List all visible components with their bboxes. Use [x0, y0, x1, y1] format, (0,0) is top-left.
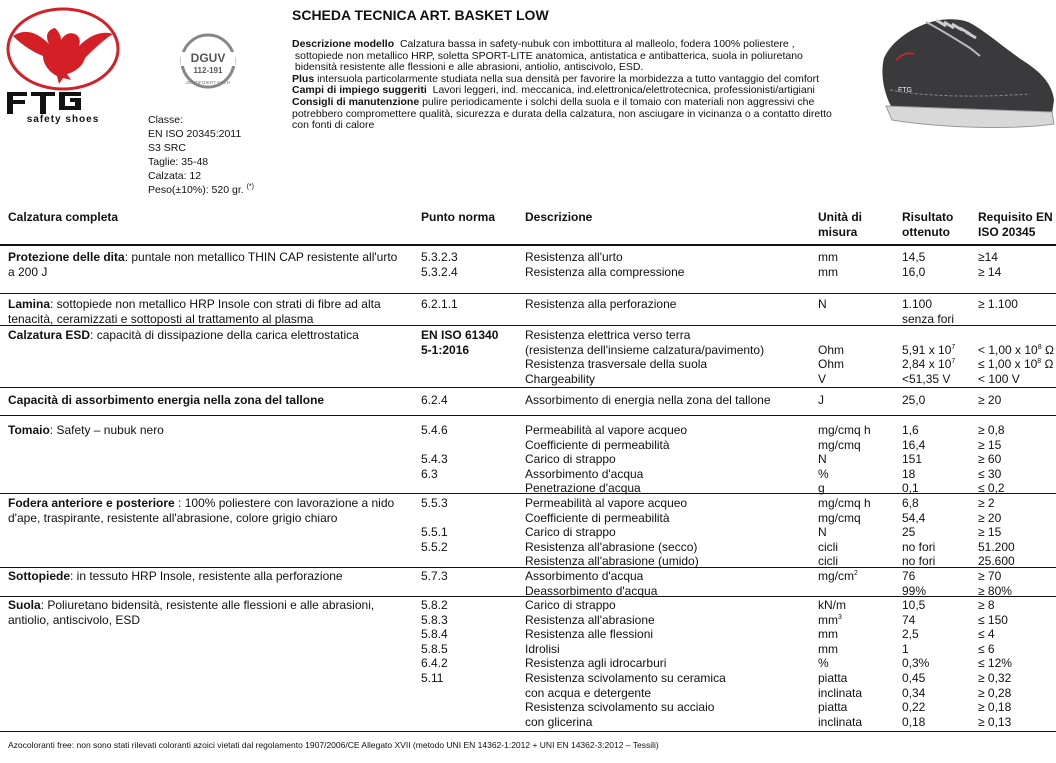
risultato-cell: 1.100 senza fori: [902, 297, 955, 326]
requisito-cell: ≥ 20: [978, 393, 1002, 407]
descrizione-cell: Assorbimento d'acqua Deassorbimento d'acqua: [525, 569, 658, 598]
unita-cell: mg/cmq h mg/cmq N % g: [818, 423, 871, 496]
unita-cell: J: [818, 393, 824, 407]
logo-tagline: safety shoes: [26, 114, 100, 124]
punto-norma-cell: 6.2.1.1: [421, 297, 458, 311]
classe-sizes: Taglie: 35-48: [148, 156, 209, 168]
header-descrizione: Descrizione: [525, 210, 593, 224]
row-divider: [0, 731, 1056, 732]
product-description: [292, 39, 872, 132]
requisito-cell: ≥ 0,8 ≥ 15 ≥ 60 ≤ 30 ≤ 0,2: [978, 423, 1005, 496]
punto-norma-cell: 5.7.3: [421, 569, 448, 583]
consigli-line: con fonti di calore: [292, 119, 375, 132]
modello-line: Calzatura bassa in safety-nubuk con imbottitura al malleolo, fodera 100% poliestere ,: [399, 38, 795, 50]
unita-cell: mm mm: [818, 250, 838, 279]
ftg-wordmark: [7, 92, 81, 114]
header-risultato: Risultato ottenuto: [902, 210, 954, 239]
row-divider: [0, 567, 1056, 568]
requisito-cell: ≥ 8 ≤ 150 ≤ 4 ≤ 6 ≤ 12% ≥ 0,32 ≥ 0,28 ≥ 0,18 ≥ 0,13: [978, 598, 1012, 729]
risultato-cell: 14,5 16,0: [902, 250, 926, 279]
risultato-cell: 1,6 16,4 151 18 0,1: [902, 423, 926, 496]
group-lamina: Lamina: sottopiede non metallico HRP Insole con strati di fibre ad alta tenacità, ceramizzati e sottoposti al trattamento al plasma: [8, 297, 381, 326]
unita-cell: Ohm Ohm V: [818, 342, 845, 386]
consigli-line: potrebbero compromettere qualità, sicurezza e durata della calzatura, non asciugare in vicinanza o a contatto diretto: [292, 107, 832, 120]
group-sottopiede: Sottopiede: in tessuto HRP Insole, resistente alla perforazione: [8, 569, 343, 583]
requisito-cell: ≥ 70 ≥ 80%: [978, 569, 1012, 598]
header-punto-norma: Punto norma: [421, 210, 495, 224]
consigli-label: Consigli di manutenzione: [292, 95, 420, 108]
header-divider: [0, 244, 1056, 246]
descrizione-cell: Permeabilità al vapore acqueo Coefficiente di permeabilità Carico di strappo Assorbimento d'acqua Penetrazione d'acqua: [525, 423, 688, 496]
shoe-logo-text: FTG: [898, 87, 912, 94]
consigli-line: pulire periodicamente i solchi della suola e il tomaio con materiali non aggressivi che: [422, 95, 815, 108]
descrizione-cell: Permeabilità al vapore acqueo Coefficiente di permeabilità Carico di strappo Resistenza all'abrasione (secco) Resistenza all'abrasione (umido): [525, 496, 699, 569]
row-divider: [0, 387, 1056, 388]
modello-line: sottopiede non metallico HRP, soletta SPORT-LITE anatomica, antistatica e antibatterica, suola in poliuretano: [294, 49, 803, 62]
punto-norma-cell: 5.8.2 5.8.3 5.8.4 5.8.5 6.4.2 5.11: [421, 598, 448, 685]
dguv-code: 112-191: [193, 66, 223, 75]
shoe-product-image: [862, 10, 1056, 134]
unita-cell: kN/m $mm^3$ mm mm % piatta inclinata piatta inclinata: [818, 598, 863, 729]
plus-text: intersuola particolarmente studiata nella sua densità per favorire la morbidezza a tutto vantaggio del comfort: [317, 72, 820, 85]
risultato-cell: 25,0: [902, 393, 926, 407]
punto-norma-cell: 5.3.2.3 5.3.2.4: [421, 250, 458, 279]
page-title: SCHEDA TECNICA ART. BASKET LOW: [292, 7, 549, 23]
group-esd: Calzatura ESD: capacità di dissipazione della carica elettrostatica: [8, 328, 359, 342]
descrizione-cell: Resistenza alla perforazione: [525, 297, 677, 311]
punto-norma-cell: 5.5.3 5.5.1 5.5.2: [421, 496, 448, 554]
risultato-cell: 5,91 x $10^7$ 2,84 x $10^7$ <51,35 V: [902, 342, 956, 386]
requisito-cell: ≥14 ≥ 14: [978, 250, 1002, 279]
modello-line: bidensità resistente alle flessioni e alle abrasioni, antiolio, antiscivolo, ESD.: [294, 61, 644, 74]
group-fodera: Fodera anteriore e posteriore : 100% poliestere con lavorazione a nido d'ape, traspirante, resistente all'abrasione, colore grigio chiaro: [8, 496, 395, 525]
plus-label: Plus: [292, 72, 315, 85]
requisito-cell: ≥ 2 ≥ 20 ≥ 15 51.200 25.600: [978, 496, 1015, 569]
descrizione-cell: Carico di strappo Resistenza all'abrasione Resistenza alle flessioni Idrolisi Resistenza agli idrocarburi Resistenza scivolamento su ceramica con acqua e detergente Resistenza scivolamento su acciaio con glicerina: [525, 598, 726, 729]
row-divider: [0, 493, 1056, 494]
unita-cell: mg/cmq h mg/cmq N cicli cicli: [818, 496, 871, 569]
dguv-certification-badge: [171, 32, 245, 90]
group-assorbimento-tallone: Capacità di assorbimento energia nella zona del tallone: [8, 393, 325, 407]
requisito-cell: ≥ 1.100: [978, 297, 1018, 311]
classe-info: [148, 113, 254, 197]
requisito-cell: < 1,00 x $10^8$ Ω ≤ 1,00 x $10^8$ Ω < 100 V: [978, 342, 1054, 386]
classe-label: Classe:: [148, 114, 184, 126]
punto-norma-cell: 6.2.4: [421, 393, 448, 407]
eagle-icon: [13, 28, 113, 84]
group-suola: Suola: Poliuretano bidensità, resistente alle flessioni e alle abrasioni, antiolio, antiscivolo, ESD: [8, 598, 375, 627]
classe-weight: Peso(±10%): 520 gr. (*): [148, 183, 254, 196]
risultato-cell: 76 99%: [902, 569, 927, 598]
row-divider: [0, 325, 1056, 326]
ftg-logo: [5, 6, 125, 124]
risultato-cell: 10,5 74 2,5 1 0,3% 0,45 0,34 0,22 0,18: [902, 598, 930, 729]
group-tomaio: Tomaio: Safety – nubuk nero: [8, 423, 164, 437]
row-divider: [0, 596, 1056, 597]
descrizione-cell: Resistenza elettrica verso terra (resistenza dell'insieme calzatura/pavimento) Resistenza trasversale della suola Chargeability: [525, 328, 765, 386]
punto-norma-cell: 5.4.6 5.4.3 6.3: [421, 423, 448, 481]
classe-category: S3 SRC: [148, 142, 186, 154]
unita-cell: $mg/cm^2$: [818, 569, 858, 583]
header-calzatura: Calzatura completa: [8, 210, 119, 224]
row-divider: [0, 415, 1056, 416]
group-protezione-dita: Protezione delle dita: puntale non metallico THIN CAP resistente all'urto a 200 J: [8, 250, 398, 279]
punto-norma-cell: EN ISO 61340 5-1:2016: [421, 328, 499, 357]
header-unita: Unità di misura: [818, 210, 862, 239]
footer-note: Azocoloranti free: non sono stati rilevati coloranti azoici vietati dal regolamento 1907/2006/CE Allegato XVII (metodo UNI EN 14362-1:2012 + UNI EN 14362-3:2012 – Tessili): [8, 740, 659, 750]
campi-label: Campi di impiego suggeriti: [292, 84, 427, 97]
descrizione-cell: Assorbimento di energia nella zona del tallone: [525, 393, 771, 407]
risultato-cell: 6,8 54,4 25 no fori no fori: [902, 496, 936, 569]
row-divider: [0, 293, 1056, 294]
campi-text: Lavori leggeri, ind. meccanica, ind.elettronica/elettrotecnica, professionisti/artigiani: [432, 84, 815, 97]
modello-label: Descrizione modello: [292, 38, 395, 50]
dguv-name: DGUV: [190, 51, 226, 65]
classe-fit: Calzata: 12: [148, 170, 202, 182]
dguv-arc-text: ZERTIFIZIERT NACH: [186, 80, 230, 85]
header-requisito: Requisito EN ISO 20345: [978, 210, 1053, 239]
unita-cell: N: [818, 297, 827, 311]
classe-norm: EN ISO 20345:2011: [148, 128, 242, 140]
descrizione-cell: Resistenza all'urto Resistenza alla compressione: [525, 250, 685, 279]
